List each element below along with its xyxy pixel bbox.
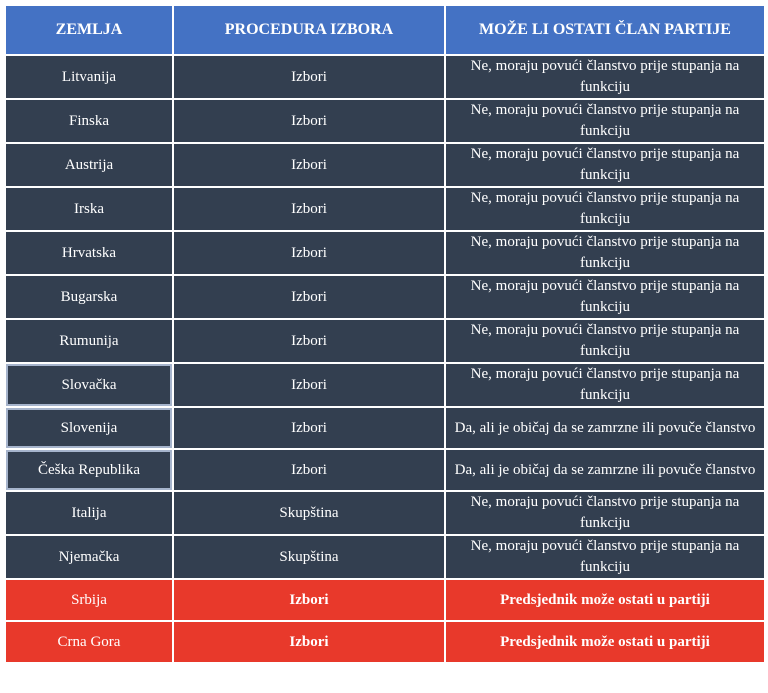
- country-cell: Hrvatska: [5, 231, 173, 275]
- country-cell: Slovačka: [5, 363, 173, 407]
- country-cell: Austrija: [5, 143, 173, 187]
- procedure-cell: Izbori: [173, 55, 445, 99]
- procedure-cell: Skupština: [173, 535, 445, 579]
- table-body: [5, 55, 765, 663]
- membership-cell: Ne, moraju povući članstvo prije stupanja na funkciju: [445, 55, 765, 99]
- table-header: [5, 5, 765, 55]
- membership-cell: Ne, moraju povući članstvo prije stupanja na funkciju: [445, 275, 765, 319]
- header-row: [5, 5, 765, 55]
- highlighted-row: [5, 579, 765, 621]
- table-row: [5, 535, 765, 579]
- procedure-cell: Izbori: [173, 99, 445, 143]
- table-row: [5, 187, 765, 231]
- membership-cell: Predsjednik može ostati u partiji: [445, 621, 765, 663]
- highlighted-row: [5, 621, 765, 663]
- country-cell: Bugarska: [5, 275, 173, 319]
- membership-cell: Ne, moraju povući članstvo prije stupanja na funkciju: [445, 143, 765, 187]
- country-cell: Rumunija: [5, 319, 173, 363]
- country-cell: Irska: [5, 187, 173, 231]
- procedure-cell: Izbori: [173, 143, 445, 187]
- table-row: [5, 319, 765, 363]
- table-row: [5, 143, 765, 187]
- comparison-table-container: [4, 4, 764, 664]
- table-row: [5, 407, 765, 449]
- header-country: ZEMLJA: [5, 5, 173, 55]
- procedure-cell: Izbori: [173, 275, 445, 319]
- procedure-cell: Izbori: [173, 187, 445, 231]
- membership-cell: Ne, moraju povući članstvo prije stupanja na funkciju: [445, 231, 765, 275]
- membership-cell: Ne, moraju povući članstvo prije stupanja na funkciju: [445, 491, 765, 535]
- membership-cell: Ne, moraju povući članstvo prije stupanja na funkciju: [445, 99, 765, 143]
- comparison-table: [4, 4, 766, 664]
- membership-cell: Ne, moraju povući članstvo prije stupanja na funkciju: [445, 187, 765, 231]
- procedure-cell: Izbori: [173, 407, 445, 449]
- procedure-cell: Izbori: [173, 621, 445, 663]
- membership-cell: Predsjednik može ostati u partiji: [445, 579, 765, 621]
- procedure-cell: Izbori: [173, 319, 445, 363]
- membership-cell: Ne, moraju povući članstvo prije stupanja na funkciju: [445, 535, 765, 579]
- procedure-cell: Izbori: [173, 579, 445, 621]
- header-procedure: PROCEDURA IZBORA: [173, 5, 445, 55]
- table-row: [5, 275, 765, 319]
- country-cell: Crna Gora: [5, 621, 173, 663]
- table-row: [5, 55, 765, 99]
- procedure-cell: Izbori: [173, 363, 445, 407]
- country-cell: Italija: [5, 491, 173, 535]
- procedure-cell: Izbori: [173, 231, 445, 275]
- procedure-cell: Skupština: [173, 491, 445, 535]
- table-row: [5, 231, 765, 275]
- country-cell: Finska: [5, 99, 173, 143]
- membership-cell: Da, ali je običaj da se zamrzne ili povuče članstvo: [445, 407, 765, 449]
- membership-cell: Ne, moraju povući članstvo prije stupanja na funkciju: [445, 319, 765, 363]
- membership-cell: Da, ali je običaj da se zamrzne ili povuče članstvo: [445, 449, 765, 491]
- country-cell: Slovenija: [5, 407, 173, 449]
- table-row: [5, 363, 765, 407]
- table-row: [5, 449, 765, 491]
- procedure-cell: Izbori: [173, 449, 445, 491]
- header-membership: MOŽE LI OSTATI ČLAN PARTIJE: [445, 5, 765, 55]
- table-row: [5, 99, 765, 143]
- country-cell: Njemačka: [5, 535, 173, 579]
- country-cell: Litvanija: [5, 55, 173, 99]
- membership-cell: Ne, moraju povući članstvo prije stupanja na funkciju: [445, 363, 765, 407]
- country-cell: Srbija: [5, 579, 173, 621]
- country-cell: Češka Republika: [5, 449, 173, 491]
- table-row: [5, 491, 765, 535]
